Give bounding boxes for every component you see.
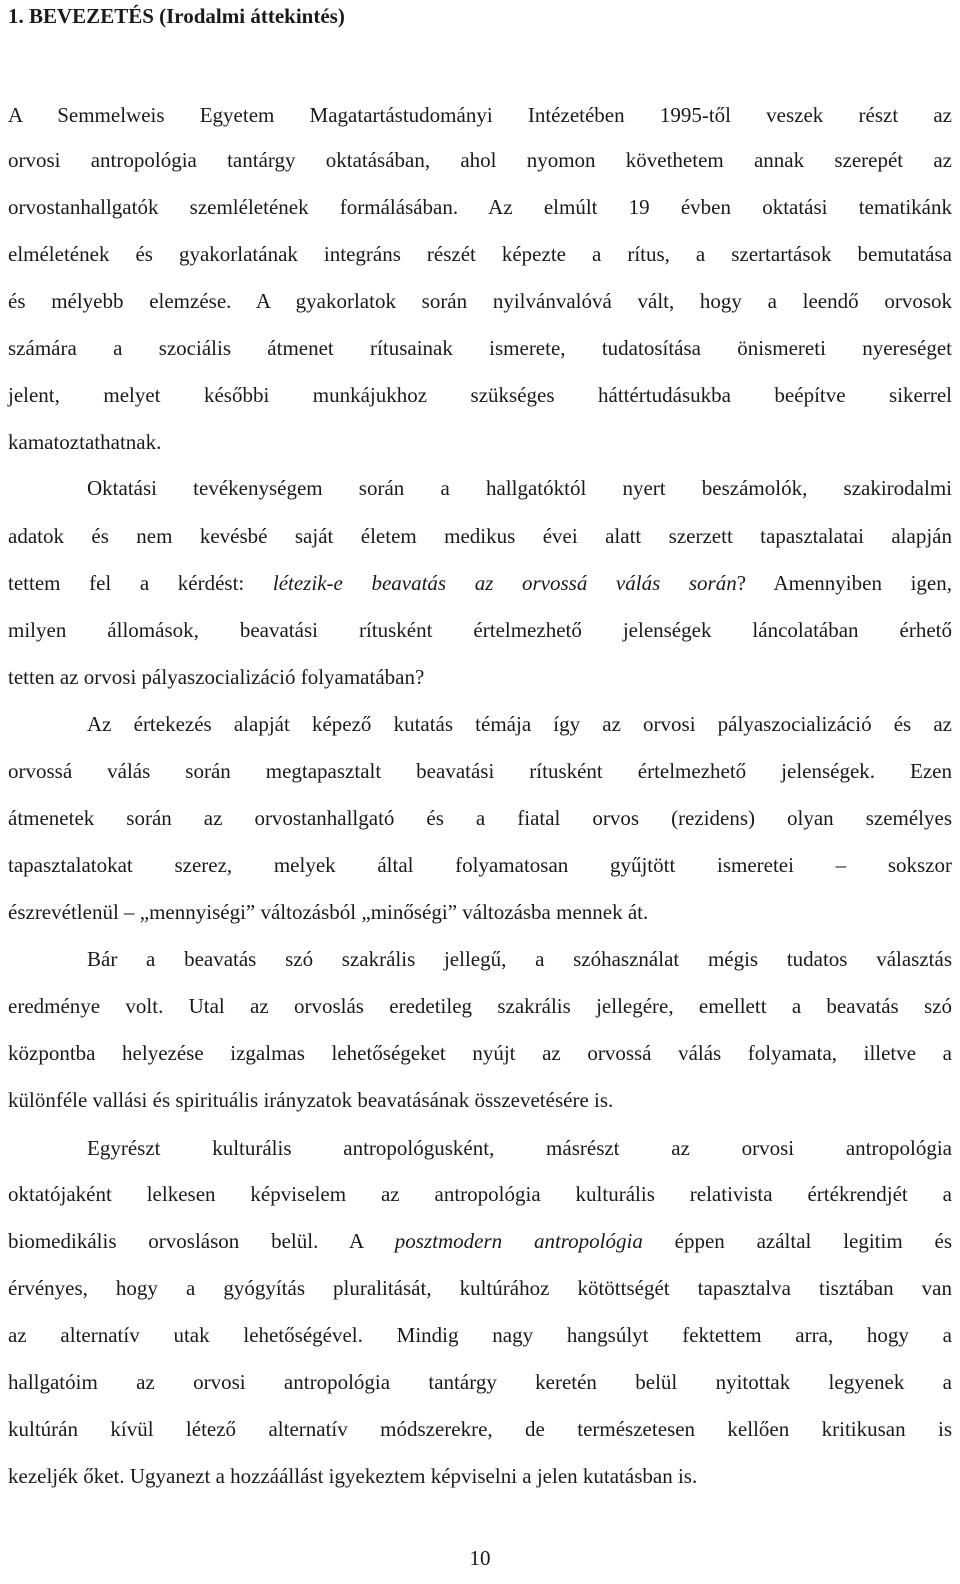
text-line: eredménye volt. Utal az orvoslás eredetileg szakrális jellegére, emellett a beavatás szó <box>8 994 952 1018</box>
text-line: észrevétlenül – „mennyiségi” változásból „minőségi” változásba mennek át. <box>8 900 649 924</box>
text-run: ? Amennyiben igen, <box>736 571 952 595</box>
text-line: milyen állomások, beavatási rítusként értelmezhető jelenségek láncolatában érhető <box>8 618 952 642</box>
text-line: hallgatóim az orvosi antropológia tantárgy keretén belül nyitottak legyenek a <box>8 1370 952 1394</box>
text-line: A Semmelweis Egyetem Magatartástudományi Intézetében 1995-től veszek részt az <box>8 103 952 127</box>
text-line: elméletének és gyakorlatának integráns részét képezte a rítus, a szertartások bemutatása <box>8 242 952 266</box>
text-line: Bár a beavatás szó szakrális jellegű, a szóhasználat mégis tudatos választás <box>87 947 952 971</box>
text-line: és mélyebb elemzése. A gyakorlatok során nyilvánvalóvá vált, hogy a leendő orvosok <box>8 289 952 313</box>
text-line: adatok és nem kevésbé saját életem medikus évei alatt szerzett tapasztalatai alapján <box>8 524 952 548</box>
page-number: 10 <box>469 1546 491 1570</box>
text-line: érvényes, hogy a gyógyítás pluralitását, kultúrához kötöttségét tapasztalva tisztában van <box>8 1276 952 1300</box>
text-line: tetten az orvosi pályaszocializáció folyamatában? <box>8 665 425 689</box>
italic-research-question: létezik-e beavatás az orvossá válás során <box>272 571 737 595</box>
text-line: különféle vallási és spirituális irányzatok beavatásának összevetésére is. <box>8 1088 614 1112</box>
text-line: kultúrán kívül létező alternatív módszerekre, de természetesen kellően kritikusan is <box>8 1417 952 1441</box>
text-line: kamatoztathatnak. <box>8 430 162 454</box>
text-run: biomedikális orvosláson belül. A <box>8 1229 395 1253</box>
text-run: tettem fel a kérdést: <box>8 571 273 595</box>
text-line: orvostanhallgatók szemléletének formálásában. Az elmúlt 19 évben oktatási tematikánk <box>8 195 952 219</box>
chapter-heading: 1. BEVEZETÉS (Irodalmi áttekintés) <box>8 4 345 28</box>
text-line: Egyrészt kulturális antropológusként, másrészt az orvosi antropológia <box>87 1136 952 1160</box>
text-line: központba helyezése izgalmas lehetőségeket nyújt az orvossá válás folyamata, illetve a <box>8 1041 952 1065</box>
text-line: orvossá válás során megtapasztalt beavatási rítusként értelmezhető jelenségek. Ezen <box>8 759 952 783</box>
text-line-with-italic <box>8 569 952 597</box>
text-line: kezeljék őket. Ugyanezt a hozzáállást igyekeztem képviselni a jelen kutatásban is. <box>8 1464 698 1488</box>
text-line: az alternatív utak lehetőségével. Mindig nagy hangsúlyt fektettem arra, hogy a <box>8 1323 952 1347</box>
text-line: jelent, melyet későbbi munkájukhoz szükséges háttértudásukba beépítve sikerrel <box>8 383 952 407</box>
text-line-with-italic <box>8 1227 952 1255</box>
text-line: Az értekezés alapját képező kutatás témája így az orvosi pályaszocializáció és az <box>87 712 952 736</box>
text-line: oktatójaként lelkesen képviselem az antropológia kulturális relativista értékrendjét a <box>8 1182 952 1206</box>
text-line: orvosi antropológia tantárgy oktatásában, ahol nyomon követhetem annak szerepét az <box>8 148 952 172</box>
text-line: átmenetek során az orvostanhallgató és a fiatal orvos (rezidens) olyan személyes <box>8 806 952 830</box>
text-run: éppen azáltal legitim és <box>642 1229 952 1253</box>
text-line: számára a szociális átmenet rítusainak ismerete, tudatosítása önismereti nyereséget <box>8 336 952 360</box>
text-line: Oktatási tevékenységem során a hallgatóktól nyert beszámolók, szakirodalmi <box>87 476 952 500</box>
text-line: tapasztalatokat szerez, melyek által folyamatosan gyűjtött ismeretei – sokszor <box>8 853 952 877</box>
italic-term: posztmodern antropológia <box>394 1229 643 1253</box>
